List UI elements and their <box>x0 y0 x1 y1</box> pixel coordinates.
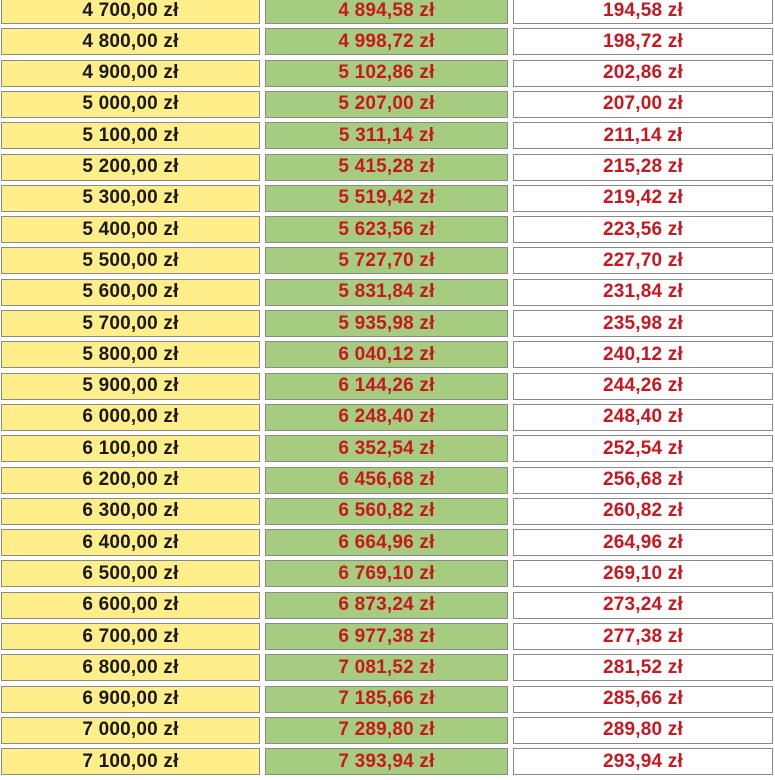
table-row <box>0 496 775 527</box>
total-cost-cell: 5 311,14 zł <box>265 122 508 149</box>
difference-cell: 231,84 zł <box>513 279 773 306</box>
table-row <box>0 58 775 89</box>
difference-cell: 248,40 zł <box>513 404 773 431</box>
table-row <box>0 339 775 370</box>
total-cost-cell: 5 102,86 zł <box>265 60 508 87</box>
total-cost-cell: 5 623,56 zł <box>265 216 508 243</box>
gross-amount-cell: 5 200,00 zł <box>1 154 260 181</box>
table-row <box>0 89 775 120</box>
gross-amount-cell: 5 800,00 zł <box>1 341 260 368</box>
total-cost-cell: 6 456,68 zł <box>265 467 508 494</box>
gross-amount-cell: 6 400,00 zł <box>1 529 260 556</box>
difference-cell: 269,10 zł <box>513 560 773 587</box>
total-cost-cell: 6 664,96 zł <box>265 529 508 556</box>
gross-amount-cell: 6 000,00 zł <box>1 404 260 431</box>
difference-cell: 223,56 zł <box>513 216 773 243</box>
total-cost-cell: 5 831,84 zł <box>265 279 508 306</box>
gross-amount-cell: 5 000,00 zł <box>1 91 260 118</box>
gross-amount-cell: 6 700,00 zł <box>1 623 260 650</box>
gross-amount-cell: 6 900,00 zł <box>1 686 260 713</box>
total-cost-cell: 6 977,38 zł <box>265 623 508 650</box>
total-cost-cell: 7 393,94 zł <box>265 748 508 775</box>
difference-cell: 277,38 zł <box>513 623 773 650</box>
gross-amount-cell: 4 900,00 zł <box>1 60 260 87</box>
table-row <box>0 371 775 402</box>
table-row <box>0 590 775 621</box>
table-row <box>0 120 775 151</box>
difference-cell: 207,00 zł <box>513 91 773 118</box>
table-row <box>0 245 775 276</box>
total-cost-cell: 6 769,10 zł <box>265 560 508 587</box>
gross-amount-cell: 4 700,00 zł <box>1 0 260 24</box>
table-row <box>0 684 775 715</box>
gross-amount-cell: 5 900,00 zł <box>1 373 260 400</box>
gross-amount-cell: 5 400,00 zł <box>1 216 260 243</box>
difference-cell: 219,42 zł <box>513 185 773 212</box>
table-row <box>0 152 775 183</box>
difference-cell: 252,54 zł <box>513 435 773 462</box>
total-cost-cell: 6 873,24 zł <box>265 592 508 619</box>
table-row <box>0 652 775 683</box>
total-cost-cell: 4 998,72 zł <box>265 28 508 55</box>
gross-amount-cell: 5 600,00 zł <box>1 279 260 306</box>
table-row <box>0 465 775 496</box>
table-row <box>0 402 775 433</box>
table-row <box>0 0 775 26</box>
total-cost-cell: 7 081,52 zł <box>265 654 508 681</box>
gross-amount-cell: 7 000,00 zł <box>1 717 260 744</box>
difference-cell: 227,70 zł <box>513 247 773 274</box>
difference-cell: 235,98 zł <box>513 310 773 337</box>
total-cost-cell: 5 207,00 zł <box>265 91 508 118</box>
total-cost-cell: 6 352,54 zł <box>265 435 508 462</box>
difference-cell: 198,72 zł <box>513 28 773 55</box>
table-row <box>0 715 775 746</box>
gross-amount-cell: 7 100,00 zł <box>1 748 260 775</box>
difference-cell: 293,94 zł <box>513 748 773 775</box>
gross-amount-cell: 5 700,00 zł <box>1 310 260 337</box>
total-cost-cell: 5 519,42 zł <box>265 185 508 212</box>
total-cost-cell: 6 040,12 zł <box>265 341 508 368</box>
total-cost-cell: 7 289,80 zł <box>265 717 508 744</box>
gross-amount-cell: 5 100,00 zł <box>1 122 260 149</box>
table-row <box>0 277 775 308</box>
difference-cell: 240,12 zł <box>513 341 773 368</box>
total-cost-cell: 5 935,98 zł <box>265 310 508 337</box>
table-row <box>0 433 775 464</box>
difference-cell: 256,68 zł <box>513 467 773 494</box>
gross-amount-cell: 6 600,00 zł <box>1 592 260 619</box>
difference-cell: 194,58 zł <box>513 0 773 24</box>
gross-amount-cell: 6 300,00 zł <box>1 498 260 525</box>
gross-amount-cell: 6 100,00 zł <box>1 435 260 462</box>
gross-amount-cell: 4 800,00 zł <box>1 28 260 55</box>
table-row <box>0 527 775 558</box>
gross-amount-cell: 6 800,00 zł <box>1 654 260 681</box>
difference-cell: 285,66 zł <box>513 686 773 713</box>
table-row <box>0 26 775 57</box>
gross-amount-cell: 6 200,00 zł <box>1 467 260 494</box>
difference-cell: 211,14 zł <box>513 122 773 149</box>
total-cost-cell: 6 144,26 zł <box>265 373 508 400</box>
difference-cell: 289,80 zł <box>513 717 773 744</box>
total-cost-cell: 7 185,66 zł <box>265 686 508 713</box>
difference-cell: 264,96 zł <box>513 529 773 556</box>
total-cost-cell: 5 415,28 zł <box>265 154 508 181</box>
table-row <box>0 308 775 339</box>
table-row <box>0 558 775 589</box>
total-cost-cell: 6 248,40 zł <box>265 404 508 431</box>
total-cost-cell: 6 560,82 zł <box>265 498 508 525</box>
total-cost-cell: 5 727,70 zł <box>265 247 508 274</box>
table-row <box>0 746 775 777</box>
table-row <box>0 214 775 245</box>
difference-cell: 202,86 zł <box>513 60 773 87</box>
table-row <box>0 183 775 214</box>
difference-cell: 273,24 zł <box>513 592 773 619</box>
total-cost-cell: 4 894,58 zł <box>265 0 508 24</box>
gross-amount-cell: 5 300,00 zł <box>1 185 260 212</box>
difference-cell: 244,26 zł <box>513 373 773 400</box>
difference-cell: 260,82 zł <box>513 498 773 525</box>
table-row <box>0 621 775 652</box>
difference-cell: 281,52 zł <box>513 654 773 681</box>
gross-amount-cell: 6 500,00 zł <box>1 560 260 587</box>
difference-cell: 215,28 zł <box>513 154 773 181</box>
gross-amount-cell: 5 500,00 zł <box>1 247 260 274</box>
